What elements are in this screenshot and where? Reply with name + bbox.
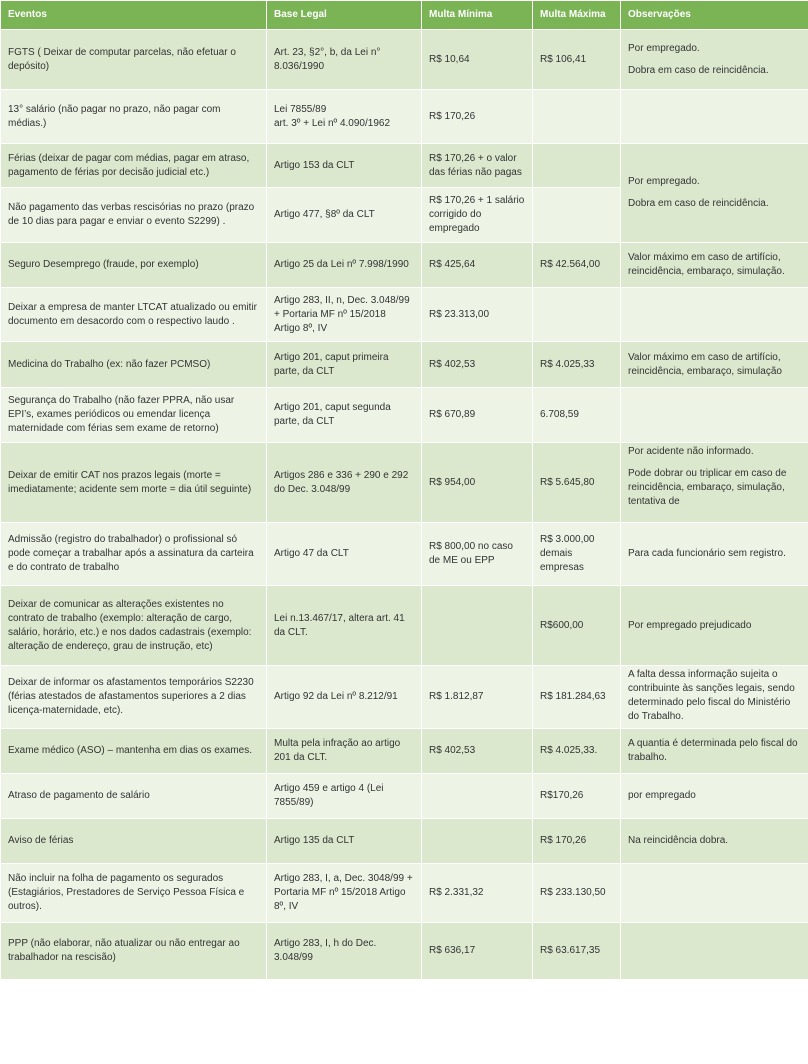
observacao-line: Pode dobrar ou triplicar em caso de reincidência, embaraço, simulação, tentativa de	[628, 468, 787, 507]
cell-base-legal: Artigo 201, caput segunda parte, da CLT	[267, 388, 422, 443]
cell-multa-minima	[422, 819, 533, 864]
cell-multa-minima: R$ 170,26 + 1 salário corrigido do empregado	[422, 188, 533, 243]
cell-multa-minima: R$ 2.331,32	[422, 864, 533, 923]
cell-evento: Exame médico (ASO) – mantenha em dias os exames.	[1, 729, 267, 774]
table-row	[1, 90, 808, 144]
cell-evento: Deixar de emitir CAT nos prazos legais (morte = imediatamente; acidente sem morte = dia útil seguinte)	[1, 443, 267, 523]
cell-evento: Seguro Desemprego (fraude, por exemplo)	[1, 243, 267, 288]
cell-observacoes	[621, 774, 808, 819]
table-row	[1, 443, 808, 523]
cell-base-legal: Artigo 283, I, h do Dec. 3.048/99	[267, 923, 422, 980]
cell-multa-minima: R$ 954,00	[422, 443, 533, 523]
table-row	[1, 144, 808, 188]
table-header-row	[1, 1, 808, 30]
cell-multa-minima: R$ 402,53	[422, 342, 533, 388]
header-observacoes: Observações	[621, 1, 808, 30]
cell-multa-maxima: R$ 170,26	[533, 819, 621, 864]
cell-observacoes	[621, 243, 808, 288]
cell-evento: Deixar de comunicar as alterações existentes no contrato de trabalho (exemplo: alteração de cargo, salário, horário, etc.) e nos dados cadastrais (exemplo: alteração de endereço, grau de instrução, etc)	[1, 586, 267, 666]
cell-observacoes	[621, 586, 808, 666]
cell-multa-maxima: R$ 233.130,50	[533, 864, 621, 923]
header-base-legal: Base Legal	[267, 1, 422, 30]
cell-multa-maxima: R$ 42.564,00	[533, 243, 621, 288]
cell-observacoes	[621, 666, 808, 729]
cell-observacoes	[621, 388, 808, 443]
cell-evento: Não pagamento das verbas rescisórias no prazo (prazo de 10 dias para pagar e enviar o evento S2299) .	[1, 188, 267, 243]
observacao-line: Por acidente não informado.	[628, 446, 754, 457]
cell-multa-maxima: R$ 181.284,63	[533, 666, 621, 729]
table-row	[1, 666, 808, 729]
observacao-line: Por empregado.	[628, 42, 700, 54]
cell-multa-maxima: R$ 106,41	[533, 30, 621, 90]
cell-observacoes	[621, 443, 808, 523]
cell-multa-maxima: R$ 63.617,35	[533, 923, 621, 980]
table-row	[1, 729, 808, 774]
cell-evento: PPP (não elaborar, não atualizar ou não entregar ao trabalhador na rescisão)	[1, 923, 267, 980]
cell-multa-minima: R$ 23.313,00	[422, 288, 533, 342]
table-row	[1, 243, 808, 288]
table-row	[1, 30, 808, 90]
table-row	[1, 923, 808, 980]
cell-evento: 13° salário (não pagar no prazo, não pagar com médias.)	[1, 90, 267, 144]
cell-multa-minima: R$ 425,64	[422, 243, 533, 288]
table-row	[1, 819, 808, 864]
cell-observacoes	[621, 729, 808, 774]
header-eventos: Eventos	[1, 1, 267, 30]
cell-evento: Medicina do Trabalho (ex: não fazer PCMSO)	[1, 342, 267, 388]
cell-observacoes	[621, 288, 808, 342]
cell-evento: Segurança do Trabalho (não fazer PPRA, não usar EPI’s, exames periódicos ou emendar licença maternidade com férias sem exame de retorno)	[1, 388, 267, 443]
cell-base-legal: Lei n.13.467/17, altera art. 41 da CLT.	[267, 586, 422, 666]
cell-observacoes	[621, 923, 808, 980]
cell-observacoes	[621, 864, 808, 923]
cell-multa-maxima: R$ 5.645,80	[533, 443, 621, 523]
cell-multa-minima: R$ 636,17	[422, 923, 533, 980]
table-row	[1, 774, 808, 819]
cell-base-legal: Artigo 135 da CLT	[267, 819, 422, 864]
cell-evento: Não incluir na folha de pagamento os segurados (Estagiários, Prestadores de Serviço Pessoa Física e outros).	[1, 864, 267, 923]
cell-base-legal: Artigo 153 da CLT	[267, 144, 422, 188]
cell-multa-maxima	[533, 90, 621, 144]
observacao-line: A quantia é determinada pelo fiscal do trabalho.	[628, 738, 798, 763]
cell-multa-maxima	[533, 144, 621, 188]
cell-multa-minima	[422, 774, 533, 819]
table-row	[1, 288, 808, 342]
observacao-line: Dobra em caso de reincidência.	[628, 198, 769, 209]
observacao-line: Dobra em caso de reincidência.	[628, 64, 769, 76]
cell-multa-maxima: 6.708,59	[533, 388, 621, 443]
cell-observacoes	[621, 523, 808, 586]
observacao-line: Na reincidência dobra.	[628, 835, 729, 846]
cell-base-legal: Artigo 25 da Lei nº 7.998/1990	[267, 243, 422, 288]
cell-evento: Admissão (registro do trabalhador) o profissional só pode começar a trabalhar após a assinatura da carteira e do contrato de trabalho	[1, 523, 267, 586]
table-row	[1, 864, 808, 923]
table-row	[1, 388, 808, 443]
cell-multa-maxima: R$600,00	[533, 586, 621, 666]
observacao-line: por empregado	[628, 790, 696, 801]
observacao-line: Por empregado.	[628, 176, 700, 187]
cell-base-legal: Artigo 283, I, a, Dec. 3048/99 + Portaria MF nº 15/2018 Artigo 8º, IV	[267, 864, 422, 923]
cell-evento: Férias (deixar de pagar com médias, pagar em atraso, pagamento de férias por decisão judicial etc.)	[1, 144, 267, 188]
cell-base-legal: Artigos 286 e 336 + 290 e 292 do Dec. 3.048/99	[267, 443, 422, 523]
cell-base-legal: Artigo 459 e artigo 4 (Lei 7855/89)	[267, 774, 422, 819]
cell-base-legal: Artigo 283, II, n, Dec. 3.048/99 + Portaria MF nº 15/2018 Artigo 8º, IV	[267, 288, 422, 342]
observacao-line: Valor máximo em caso de artifício, reincidência, embaraço, simulação	[628, 351, 782, 377]
table-row	[1, 342, 808, 388]
cell-multa-maxima: R$ 4.025,33	[533, 342, 621, 388]
cell-observacoes	[621, 144, 808, 243]
cell-multa-minima: R$ 170,26 + o valor das férias não pagas	[422, 144, 533, 188]
cell-multa-minima: R$ 10,64	[422, 30, 533, 90]
cell-evento: Deixar de informar os afastamentos temporários S2230 (férias atestados de afastamentos superiores a 2 dias licença-maternidade, etc).	[1, 666, 267, 729]
table-body	[1, 30, 808, 980]
cell-base-legal: Artigo 201, caput primeira parte, da CLT	[267, 342, 422, 388]
cell-evento: FGTS ( Deixar de computar parcelas, não efetuar o depósito)	[1, 30, 267, 90]
cell-base-legal: Art. 23, §2°, b, da Lei n° 8.036/1990	[267, 30, 422, 90]
cell-observacoes	[621, 819, 808, 864]
table-row	[1, 523, 808, 586]
cell-observacoes	[621, 342, 808, 388]
observacao-line: Para cada funcionário sem registro.	[628, 548, 786, 559]
observacao-line: A falta dessa informação sujeita o contribuinte às sanções legais, sendo determinado pelo fiscal do Ministério do Trabalho.	[628, 669, 795, 722]
cell-evento: Aviso de férias	[1, 819, 267, 864]
cell-multa-maxima: R$ 3.000,00 demais empresas	[533, 523, 621, 586]
cell-observacoes	[621, 30, 808, 90]
cell-evento: Atraso de pagamento de salário	[1, 774, 267, 819]
cell-multa-minima: R$ 670,89	[422, 388, 533, 443]
cell-base-legal: Lei 7855/89 art. 3º + Lei nº 4.090/1962	[267, 90, 422, 144]
cell-multa-minima	[422, 586, 533, 666]
cell-multa-minima: R$ 170,26	[422, 90, 533, 144]
header-multa-maxima: Multa Máxima	[533, 1, 621, 30]
cell-multa-minima: R$ 800,00 no caso de ME ou EPP	[422, 523, 533, 586]
cell-multa-maxima	[533, 288, 621, 342]
cell-observacoes	[621, 90, 808, 144]
observacao-line: Valor máximo em caso de artifício, reincidência, embaraço, simulação.	[628, 252, 785, 277]
cell-base-legal: Artigo 477, §8º da CLT	[267, 188, 422, 243]
cell-evento: Deixar a empresa de manter LTCAT atualizado ou emitir documento em desacordo com o respectivo laudo .	[1, 288, 267, 342]
table-row	[1, 586, 808, 666]
cell-multa-maxima: R$ 4.025,33.	[533, 729, 621, 774]
header-multa-minima: Multa Mínima	[422, 1, 533, 30]
cell-multa-minima: R$ 1.812,87	[422, 666, 533, 729]
cell-base-legal: Artigo 47 da CLT	[267, 523, 422, 586]
cell-multa-maxima: R$170,26	[533, 774, 621, 819]
cell-base-legal: Multa pela infração ao artigo 201 da CLT.	[267, 729, 422, 774]
cell-multa-maxima	[533, 188, 621, 243]
cell-base-legal: Artigo 92 da Lei nº 8.212/91	[267, 666, 422, 729]
observacao-line: Por empregado prejudicado	[628, 619, 752, 631]
cell-multa-minima: R$ 402,53	[422, 729, 533, 774]
